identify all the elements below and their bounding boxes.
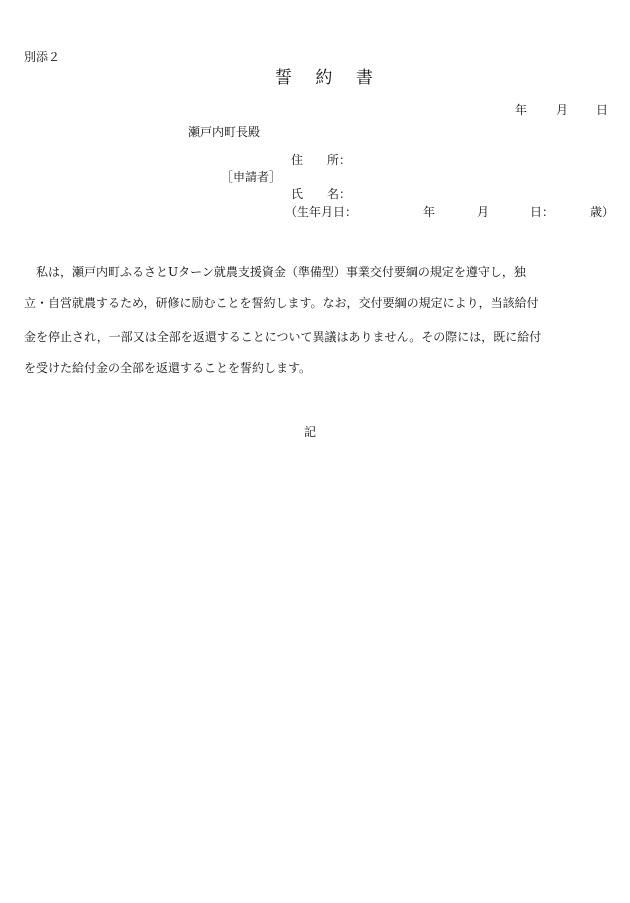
body-line-3: 金を停止され，一部又は全部を返還することについて異議はありません。その際には，既に給付 — [24, 330, 542, 344]
body-line-1: 私は，瀬戸内町ふるさとUターン就農支援資金（準備型）事業交付要綱の規定を遵守し，独 — [36, 265, 526, 279]
attachment-label: 別添２ — [24, 50, 61, 64]
birth-day: 日： — [530, 205, 555, 219]
date-year: 年 — [515, 103, 528, 117]
date-day: 日 — [596, 103, 609, 117]
title-char-1: 誓 — [275, 68, 292, 88]
addressee: 瀬戸内町長殿 — [188, 125, 261, 139]
title-char-3: 書 — [355, 68, 373, 88]
applicant-label: ［申請者］ — [221, 170, 282, 184]
birth-year: 年 — [423, 205, 436, 219]
birth-age: 歳） — [590, 205, 615, 219]
document-title — [275, 68, 373, 88]
body-line-2: 立・自営就農するため，研修に励むことを誓約します。なお，交付要綱の規定により，当該給付 — [24, 296, 539, 310]
ki-label: 記 — [304, 425, 317, 439]
title-char-2: 約 — [315, 68, 333, 88]
body-line-4: を受けた給付金の全部を返還することを誓約します。 — [24, 361, 312, 375]
date-month: 月 — [556, 103, 569, 117]
birth-month: 月 — [477, 205, 490, 219]
birth-prefix: （生年月日： — [285, 205, 358, 219]
address-label: 住 所： — [291, 153, 352, 167]
name-label: 氏 名： — [291, 187, 352, 201]
